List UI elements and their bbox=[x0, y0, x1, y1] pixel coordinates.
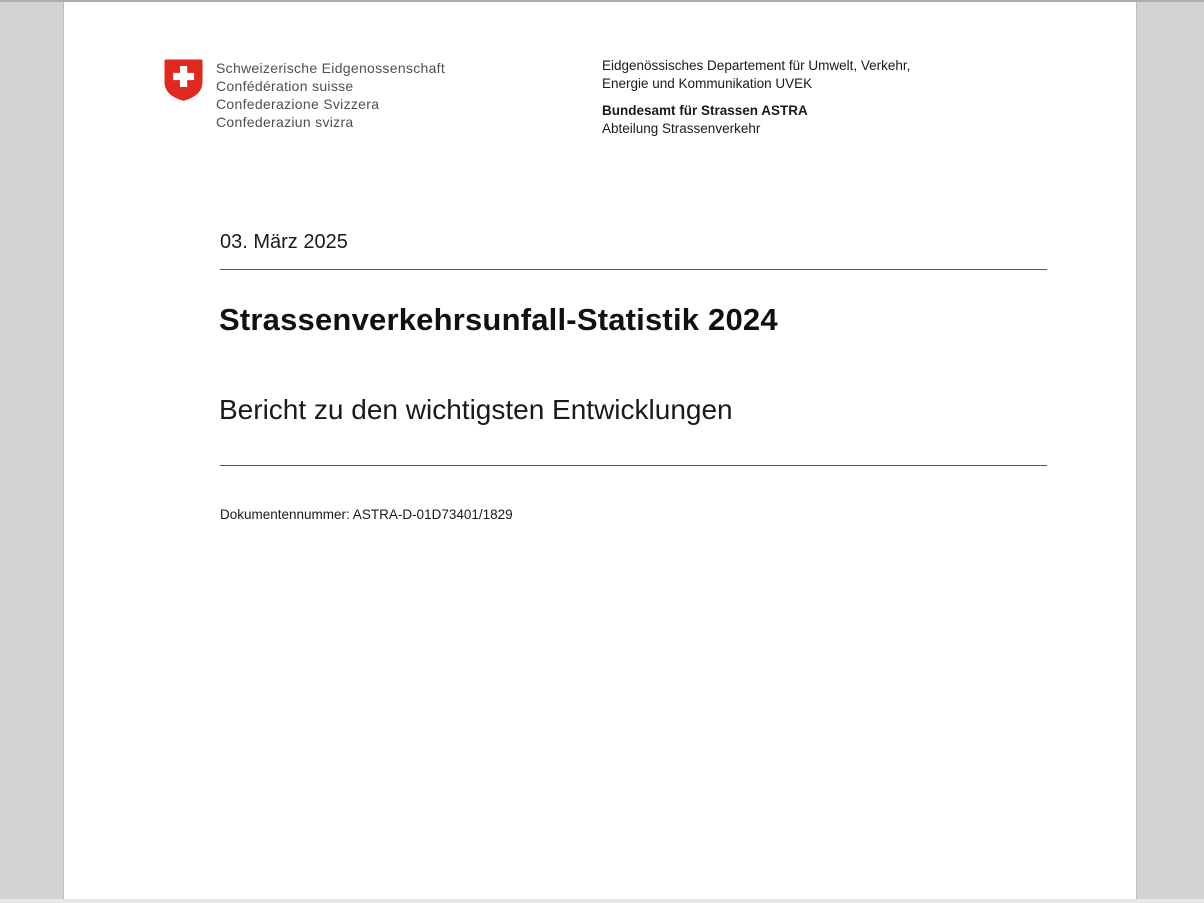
department-block bbox=[602, 57, 910, 137]
department-line-2: Energie und Kommunikation UVEK bbox=[602, 75, 813, 91]
viewer-top-edge bbox=[0, 0, 1204, 2]
document-number: Dokumentennummer: ASTRA-D-01D73401/1829 bbox=[220, 507, 513, 522]
horizontal-rule-bottom bbox=[220, 465, 1047, 466]
document-title: Strassenverkehrsunfall-Statistik 2024 bbox=[219, 302, 778, 337]
swiss-federal-shield-icon bbox=[163, 58, 204, 102]
division-name: Abteilung Strassenverkehr bbox=[602, 120, 761, 136]
office-name: Bundesamt für Strassen ASTRA bbox=[602, 103, 808, 118]
document-subtitle: Bericht zu den wichtigsten Entwicklungen bbox=[219, 394, 733, 425]
logo-line-it: Confederazione Svizzera bbox=[216, 96, 380, 112]
viewer-bottom-strip bbox=[0, 899, 1204, 903]
logo-line-fr: Confédération suisse bbox=[216, 78, 354, 94]
logo-line-de: Schweizerische Eidgenossenschaft bbox=[216, 60, 446, 76]
department-line-1: Eidgenössisches Departement für Umwelt, Verkehr, bbox=[602, 58, 911, 73]
federal-logo bbox=[163, 58, 445, 131]
document-page bbox=[63, 2, 1137, 899]
document-date: 03. März 2025 bbox=[220, 231, 348, 253]
horizontal-rule-top bbox=[220, 269, 1047, 270]
logo-line-rm: Confederaziun svizra bbox=[216, 114, 354, 130]
federal-logo-wordmark bbox=[216, 58, 445, 131]
